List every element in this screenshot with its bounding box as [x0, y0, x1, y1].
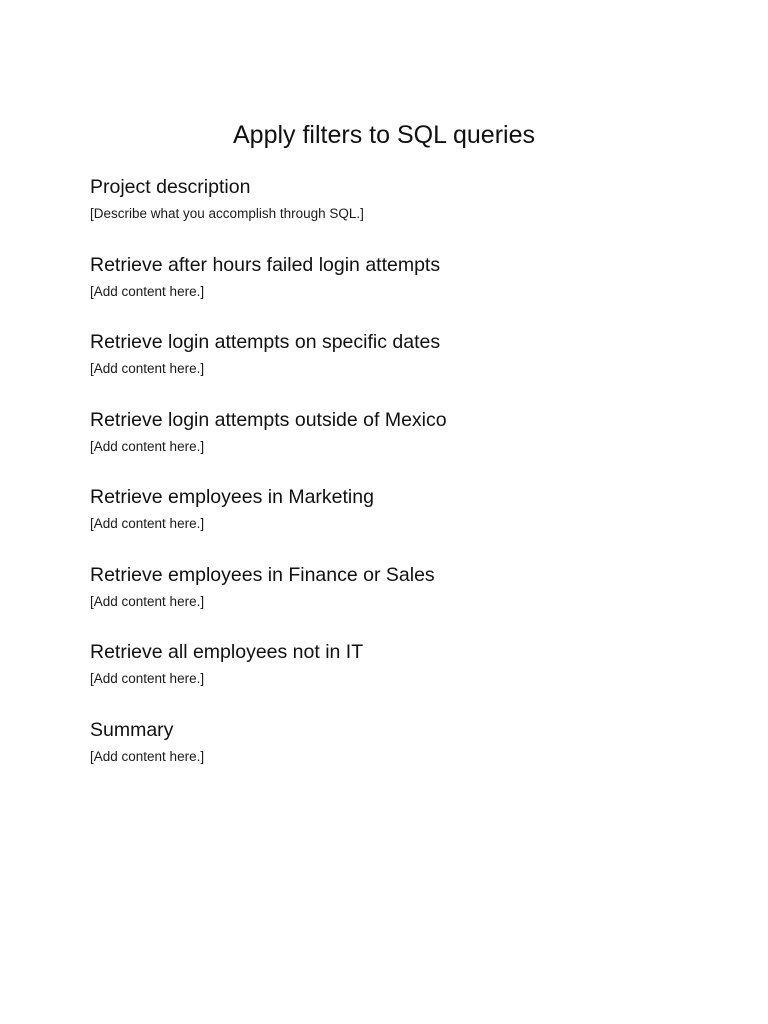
section-body: [Add content here.] [90, 748, 205, 764]
section-project-description [90, 174, 690, 252]
section-body: [Add content here.] [90, 438, 205, 454]
document-title: Apply filters to SQL queries [233, 121, 535, 149]
section-employees-finance-sales [90, 562, 690, 640]
section-body: [Add content here.] [90, 671, 205, 686]
section-heading: Retrieve all employees not in IT [90, 641, 364, 663]
section-body: [Add content here.] [90, 593, 205, 609]
section-body: [Add content here.] [90, 361, 205, 376]
section-login-attempts-outside-mexico [90, 407, 690, 485]
section-employees-marketing [90, 484, 690, 562]
section-summary [90, 717, 690, 795]
section-heading: Retrieve after hours failed login attempts [90, 253, 441, 276]
section-after-hours-failed-logins [90, 252, 690, 330]
section-heading: Retrieve login attempts on specific dates [90, 331, 441, 353]
section-heading: Retrieve employees in Finance or Sales [90, 563, 435, 586]
section-heading: Retrieve login attempts outside of Mexico [90, 408, 447, 431]
section-body: [Add content here.] [90, 283, 205, 299]
section-heading: Summary [90, 718, 174, 741]
section-login-attempts-specific-dates [90, 329, 690, 407]
section-employees-not-it [90, 639, 690, 717]
section-body: [Add content here.] [90, 516, 205, 531]
section-heading: Retrieve employees in Marketing [90, 486, 374, 508]
section-heading: Project description [90, 176, 251, 198]
document-sections [90, 174, 690, 794]
section-body: [Describe what you accomplish through SQL.] [90, 206, 364, 221]
